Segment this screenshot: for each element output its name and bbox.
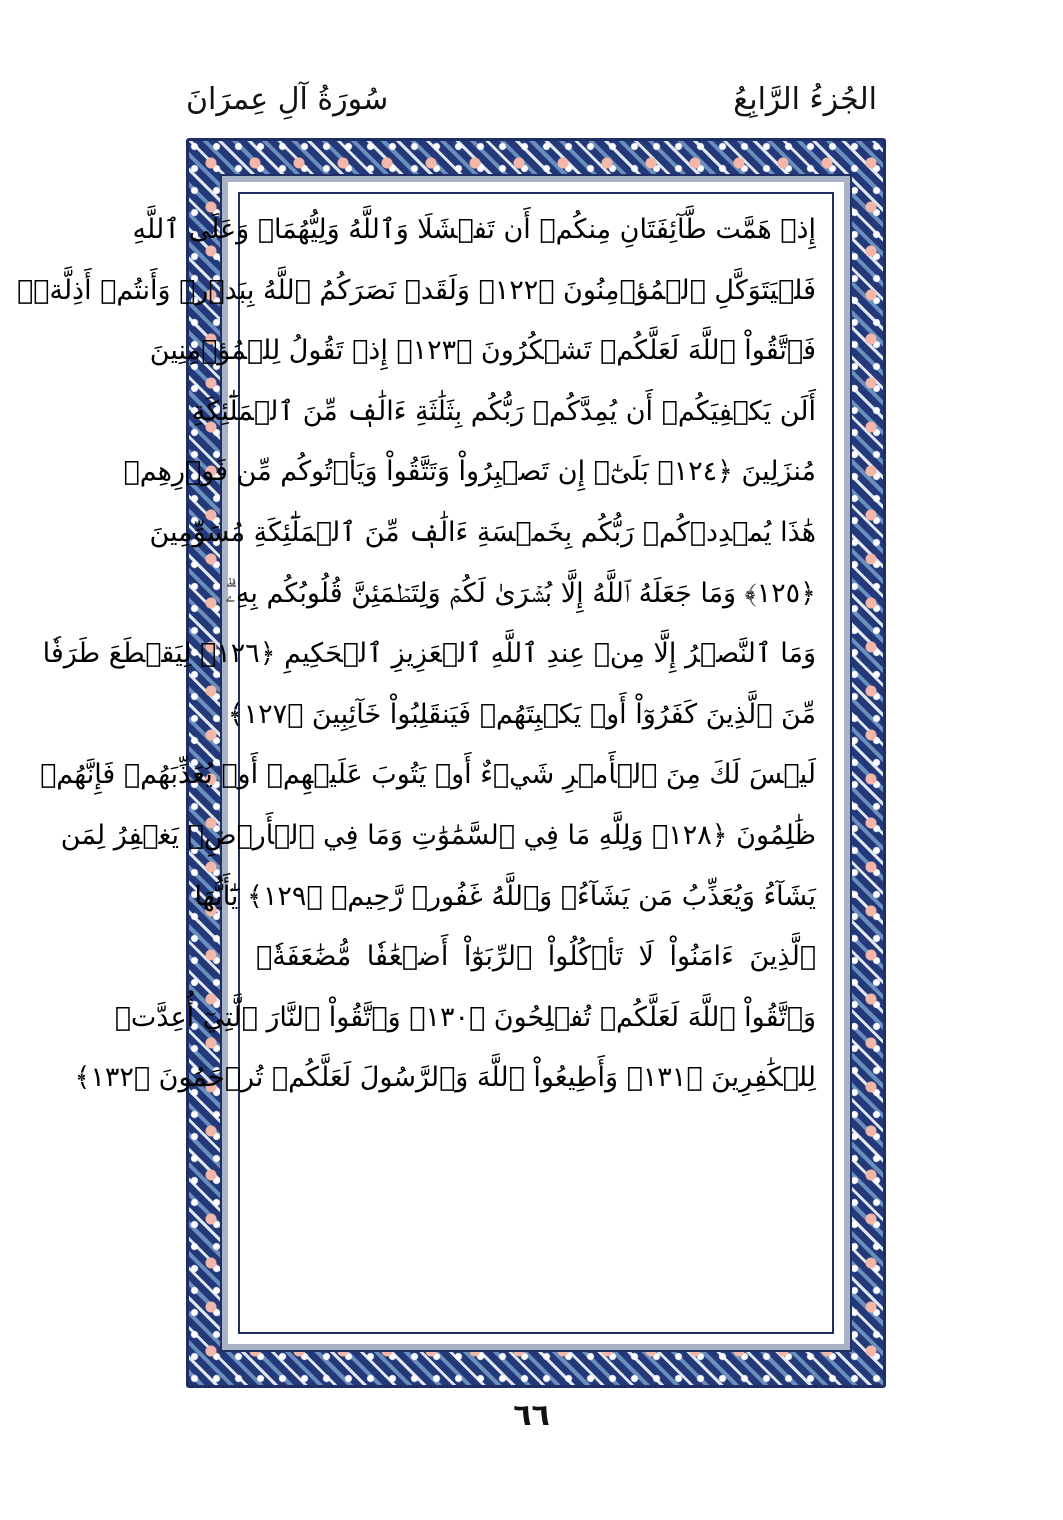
verse-line: وَمَا ٱلنَّصۡرُ إِلَّا مِنۡ عِندِ ٱللَّهِ ٱلۡعَزِيزِ ٱلۡحَكِيمِ ﴿١٢٦﴾ لِيَقۡطَعَ طَرَفٗا: [42, 638, 816, 670]
verse-line: ظَٰلِمُونَ ﴿١٢٨﴾ وَلِلَّهِ مَا فِي ٱلسَّمَٰوَٰتِ وَمَا فِي ٱلۡأَرۡضِۚ يَغۡفِرُ لِمَن: [60, 819, 816, 851]
verse-line: ٱلَّذِينَ ءَامَنُواْ لَا تَأۡكُلُواْ ٱلرِّبَوٰٓاْ أَضۡعَٰفٗا مُّضَٰعَفَةٗۖ: [256, 941, 816, 973]
verse-line: يَشَآءُ وَيُعَذِّبُ مَن يَشَآءُۚ وَٱللَّهُ غَفُورٞ رَّحِيمٞ ﴿١٢٩﴾ يَٰٓأَيُّهَا: [194, 880, 816, 912]
page-number: ٦٦: [513, 1398, 550, 1433]
surah-title: سُورَةُ آلِ عِمرَانَ: [186, 82, 389, 117]
verse-line: مُنزَلِينَ ﴿١٢٤﴾ بَلَىٰٓۚ إِن تَصۡبِرُواْ وَتَتَّقُواْ وَيَأۡتُوكُم مِّن فَوۡرِهِمۡ: [123, 456, 816, 488]
verse-line: إِذۡ هَمَّت طَّآئِفَتَانِ مِنكُمۡ أَن تَفۡشَلَا وَٱللَّهُ وَلِيُّهُمَاۗ وَعَلَى ٱللَّهِ: [132, 214, 816, 245]
verse-line: هَٰذَا يُمۡدِدۡكُمۡ رَبُّكُم بِخَمۡسَةِ ءَالَٰفٖ مِّنَ ٱلۡمَلَٰٓئِكَةِ مُسَوِّمِينَ: [149, 516, 816, 548]
verse-line: فَٱتَّقُواْ ٱللَّهَ لَعَلَّكُمۡ تَشۡكُرُونَ ﴿١٢٣﴾ إِذۡ تَقُولُ لِلۡمُؤۡمِنِينَ: [149, 335, 816, 367]
verse-line: ﴿١٢٥﴾ وَمَا جَعَلَهُ ٱللَّهُ إِلَّا بُشۡرَىٰ لَكُمۡ وَلِتَطۡمَئِنَّ قُلُوبُكُم بِهِۦۗ: [225, 577, 816, 609]
verse-line: فَلۡيَتَوَكَّلِ ٱلۡمُؤۡمِنُونَ ﴿١٢٢﴾ وَلَقَدۡ نَصَرَكُمُ ٱللَّهُ بِبَدۡرٖ وَأَنتُمۡ أَذِلَّةٞۖ: [16, 274, 816, 306]
verse-text: [16, 200, 816, 1109]
verse-line: أَلَن يَكۡفِيَكُمۡ أَن يُمِدَّكُمۡ رَبُّكُم بِثَلَٰثَةِ ءَالَٰفٖ مِّنَ ٱلۡمَلَٰٓئِكَةِ: [191, 395, 816, 427]
verse-line: لِلۡكَٰفِرِينَ ﴿١٣١﴾ وَأَطِيعُواْ ٱللَّهَ وَٱلرَّسُولَ لَعَلَّكُمۡ تُرۡحَمُونَ ﴿١٣٢﴾: [74, 1062, 816, 1094]
juz-title: الجُزءُ الرَّابِعُ: [733, 82, 877, 117]
verse-line: وَٱتَّقُواْ ٱللَّهَ لَعَلَّكُمۡ تُفۡلِحُونَ ﴿١٣٠﴾ وَٱتَّقُواْ ٱلنَّارَ ٱلَّتِيٓ أُعِدَّتۡ: [114, 1001, 816, 1033]
verse-line: لَيۡسَ لَكَ مِنَ ٱلۡأَمۡرِ شَيۡءٌ أَوۡ يَتُوبَ عَلَيۡهِمۡ أَوۡ يُعَذِّبَهُمۡ فَإِنَّهُمۡ: [40, 759, 816, 791]
verse-line: مِّنَ ٱلَّذِينَ كَفَرُوٓاْ أَوۡ يَكۡبِتَهُمۡ فَيَنقَلِبُواْ خَآئِبِينَ ﴿١٢٧﴾: [227, 698, 816, 730]
